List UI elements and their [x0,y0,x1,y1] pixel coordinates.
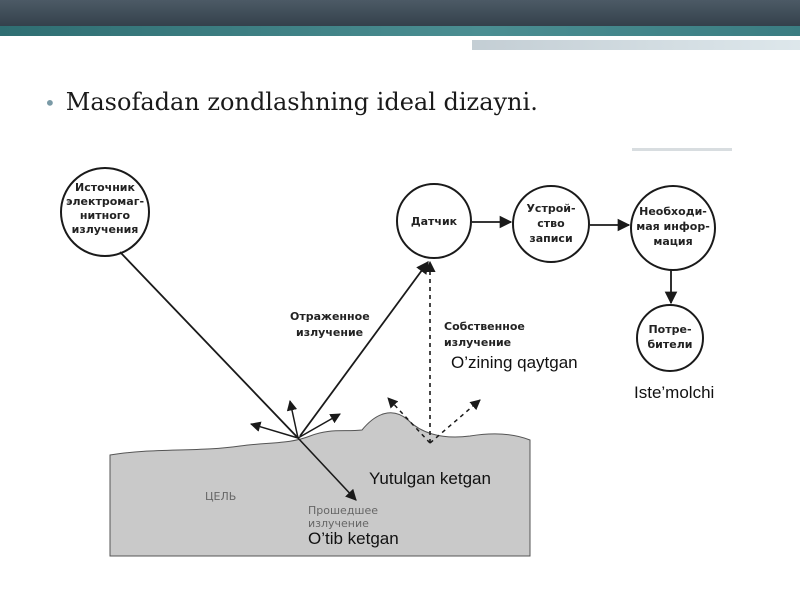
annotation-own-uz: O’zining qaytgan [451,353,578,372]
node-recorder-line-3: записи [529,232,573,245]
annotation-consumer-uz: Iste’molchi [634,383,715,402]
node-info-line-3: мация [653,235,693,248]
ray-incident [120,252,298,438]
bullet-icon: • [44,91,56,115]
ray-reflected [300,262,428,436]
annotation-absorbed: Yutulgan ketgan [369,469,491,488]
node-info [631,186,715,270]
node-recorder-line-1: Устрой- [526,202,576,215]
label-own-1: Собственное [444,320,525,333]
ground-label-passed-1: Прошедшее [308,504,379,517]
node-consumer-line-2: бители [647,338,693,351]
node-sensor-line-1: Датчик [410,215,458,228]
annotation-passed-uz: O’tib ketgan [308,529,399,548]
node-source-line-2: электромаг- [65,195,145,208]
node-source-line-1: Источник [75,181,135,194]
ray-scatter-up [290,401,298,438]
node-consumer-line-1: Потре- [648,323,692,336]
node-consumer [637,305,703,371]
node-sensor [397,184,471,258]
label-reflected-1: Отраженное [290,310,370,323]
slide-title-text: Masofadan zondlashning ideal dizayni. [65,88,538,116]
node-source-line-3: нитного [79,209,131,222]
node-source-line-4: излучения [71,223,139,236]
label-own-2: излучение [444,336,512,349]
node-info-line-2: мая инфор- [636,220,710,233]
ground-label-target: ЦЕЛЬ [205,490,237,503]
node-info-line-1: Необходи- [639,205,707,218]
ground-label-passed-2: излучение [308,517,369,530]
node-source [61,168,149,256]
node-recorder [513,186,589,262]
node-recorder-line-2: ство [537,217,565,230]
label-reflected-2: излучение [296,326,364,339]
